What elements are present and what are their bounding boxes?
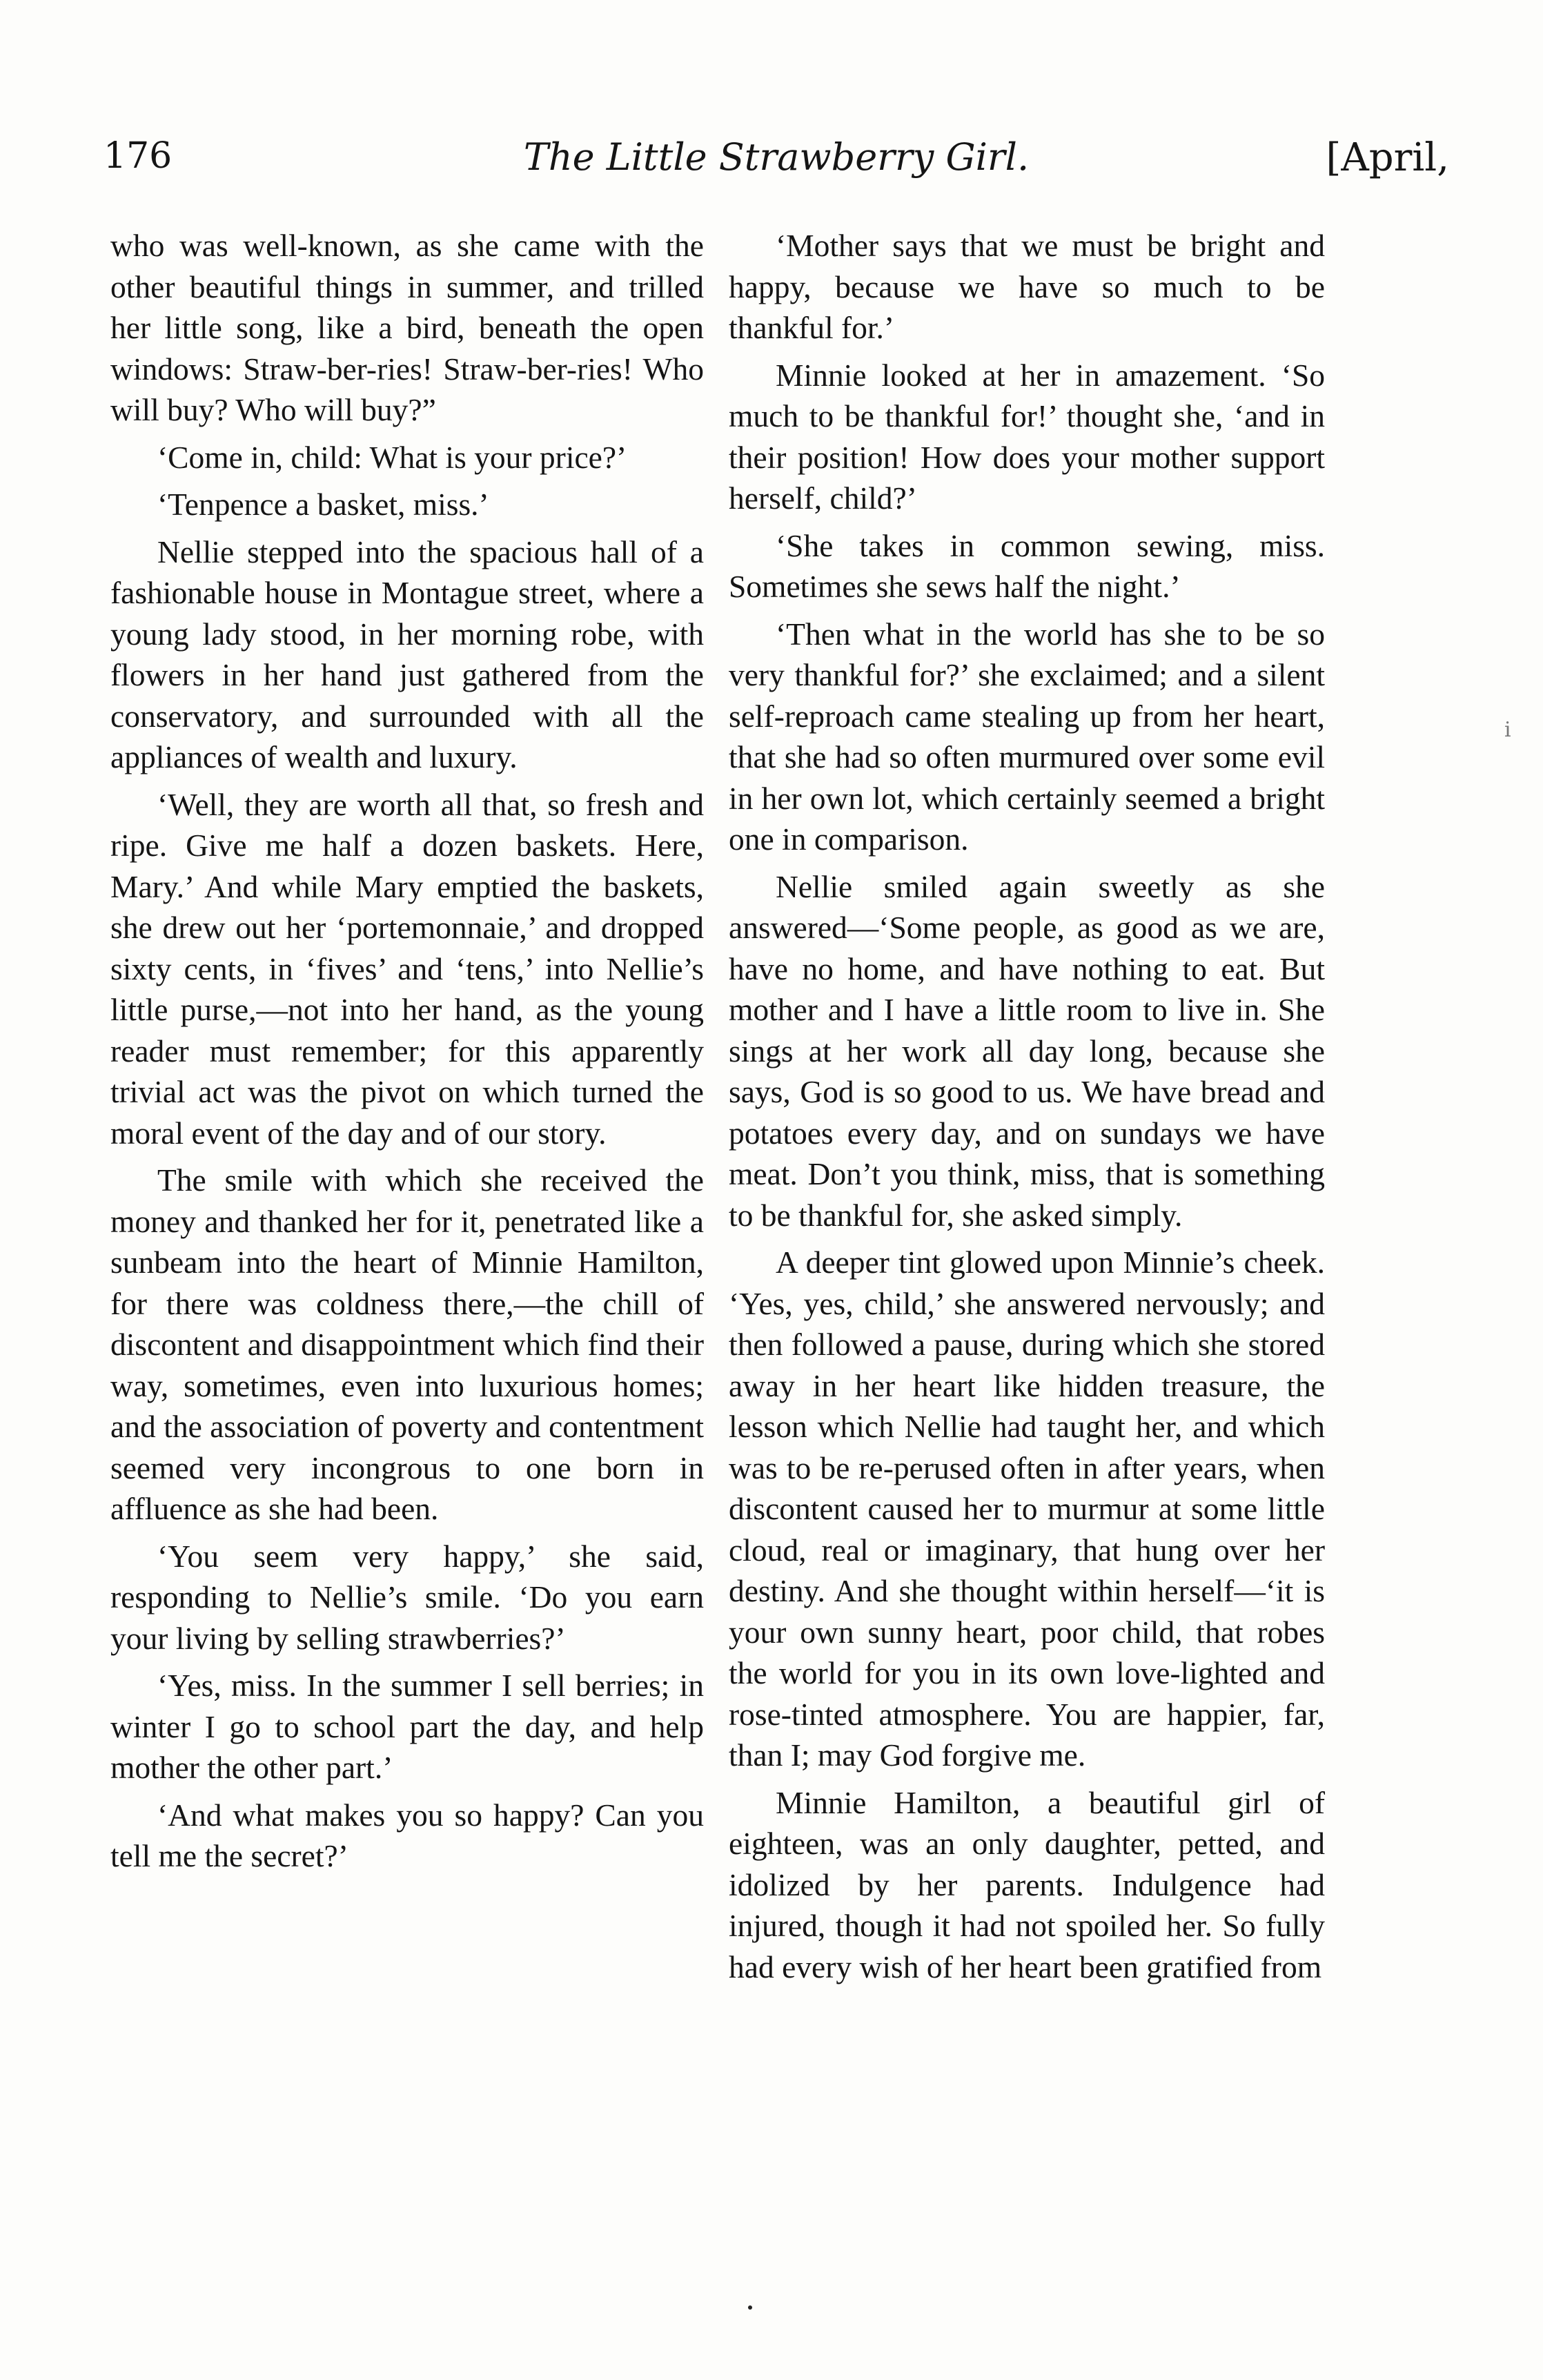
month-label: [April, bbox=[1326, 135, 1449, 180]
paragraph: A deeper tint glowed upon Minnie’s cheek. ‘Yes, yes, child,’ she answered nervously; and then followed a pause, during which she stored away in her heart like hidden treasure, the lesson which Nellie had taught her, and which was to be re-perused often in after years, when discontent caused her to murmur at some little cloud, real or imaginary, that hung over her destiny. And she thought within herself—‘it is your own sunny heart, poor child, that robes the world for you in its own love-lighted and rose-tinted atmosphere. You are happier, far, than I; may God forgive me. bbox=[729, 1245, 1325, 1773]
stray-mark: i bbox=[1504, 718, 1511, 742]
right-text-column bbox=[729, 225, 1325, 1993]
ink-dot bbox=[748, 2305, 752, 2310]
paragraph: Minnie Hamilton, a beautiful girl of eighteen, was an only daughter, petted, and idolized by her parents. Indulgence had injured, though it had not spoiled her. So fully had every wish of her heart been gratified from bbox=[729, 1784, 1325, 1984]
paragraph: ‘And what makes you so happy? Can you tell me the secret?’ bbox=[110, 1797, 704, 1873]
paragraph: ‘She takes in common sewing, miss. Sometimes she sews half the night.’ bbox=[729, 527, 1325, 604]
paragraph: ‘Tenpence a basket, miss.’ bbox=[157, 487, 489, 522]
paragraph: Nellie stepped into the spacious hall of a fashionable house in Montague street, where a young lady stood, in her morning robe, with flowers in her hand just gathered from the conservatory, and surrounded with all the appliances of wealth and luxury. bbox=[110, 534, 704, 774]
paragraph: ‘Then what in the world has she to be so very thankful for?’ she exclaimed; and a silent self-reproach came stealing up from her heart, that she had so often murmured over some evil in her own lot, which certainly seemed a bright one in comparison. bbox=[729, 616, 1325, 857]
paragraph: ‘Yes, miss. In the summer I sell berries; in winter I go to school part the day, and help mother the other part.’ bbox=[110, 1668, 704, 1785]
paragraph: Nellie smiled again sweetly as she answered—‘Some people, as good as we are, have no home, and have nothing to eat. But mother and I have a little room to live in. She sings at her work all day long, because she says, God is so good to us. We have bread and potatoes every day, and on sundays we have meat. Don’t you think, miss, that is something to be thankful for, she asked simply. bbox=[729, 868, 1325, 1233]
paragraph: Minnie looked at her in amazement. ‘So much to be thankful for!’ thought she, ‘and in their position! How does your mother support herself, child?’ bbox=[729, 357, 1325, 516]
paragraph: ‘Come in, child: What is your price?’ bbox=[157, 439, 627, 475]
paragraph: ‘Well, they are worth all that, so fresh and ripe. Give me half a dozen baskets. Here, Mary.’ And while Mary emptied the baskets, she drew out her ‘portemonnaie,’ and dropped sixty cents, in ‘fives’ and ‘tens,’ into Nellie’s little purse,—not into her hand, as the young reader must remember; for this apparently trivial act was the pivot on which turned the moral event of the day and of our story. bbox=[110, 786, 704, 1151]
paragraph: ‘Mother says that we must be bright and happy, because we have so much to be thankful for.’ bbox=[729, 228, 1325, 345]
left-text-column bbox=[110, 225, 704, 1883]
page-number: 176 bbox=[104, 135, 173, 177]
running-header bbox=[104, 135, 1449, 197]
running-title: The Little Strawberry Girl. bbox=[523, 135, 1030, 179]
paragraph: who was well-known, as she came with the other beautiful things in summer, and trilled her little song, like a bird, beneath the open windows: Straw-ber-ries! Straw-ber-ries! Who will buy? Who will buy?” bbox=[110, 228, 704, 427]
paragraph: ‘You seem very happy,’ she said, responding to Nellie’s smile. ‘Do you earn your living by selling strawberries?’ bbox=[110, 1538, 704, 1656]
paragraph: The smile with which she received the money and thanked her for it, penetrated like a sunbeam into the heart of Minnie Hamilton, for there was coldness there,—the chill of discontent and disappointment which find their way, sometimes, even into luxurious homes; and the association of poverty and contentment seemed very incongrous to one born in affluence as she had been. bbox=[110, 1162, 704, 1526]
